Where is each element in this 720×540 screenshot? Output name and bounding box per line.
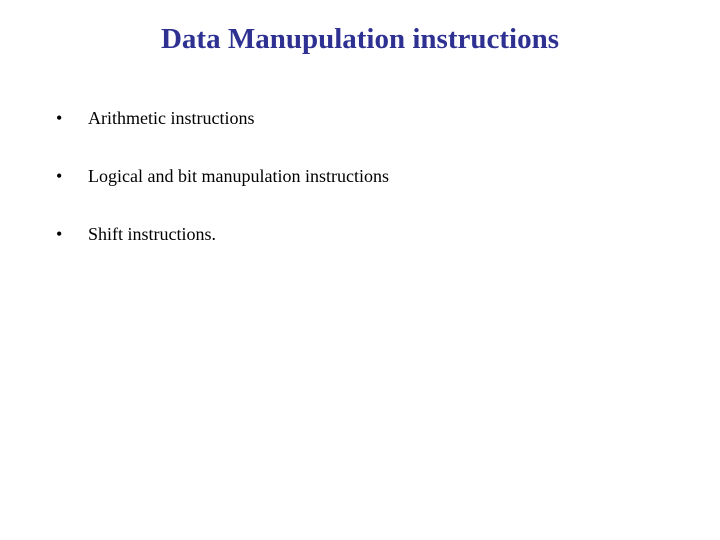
bullet-icon: • bbox=[56, 166, 63, 186]
bullet-icon: • bbox=[56, 224, 63, 244]
bullet-text: Logical and bit manupulation instructions bbox=[88, 166, 389, 186]
bullet-icon: • bbox=[56, 108, 63, 128]
slide-title: Data Manupulation instructions bbox=[160, 23, 559, 55]
bullet-text: Arithmetic instructions bbox=[88, 108, 255, 128]
bullet-text: Shift instructions. bbox=[88, 224, 217, 244]
